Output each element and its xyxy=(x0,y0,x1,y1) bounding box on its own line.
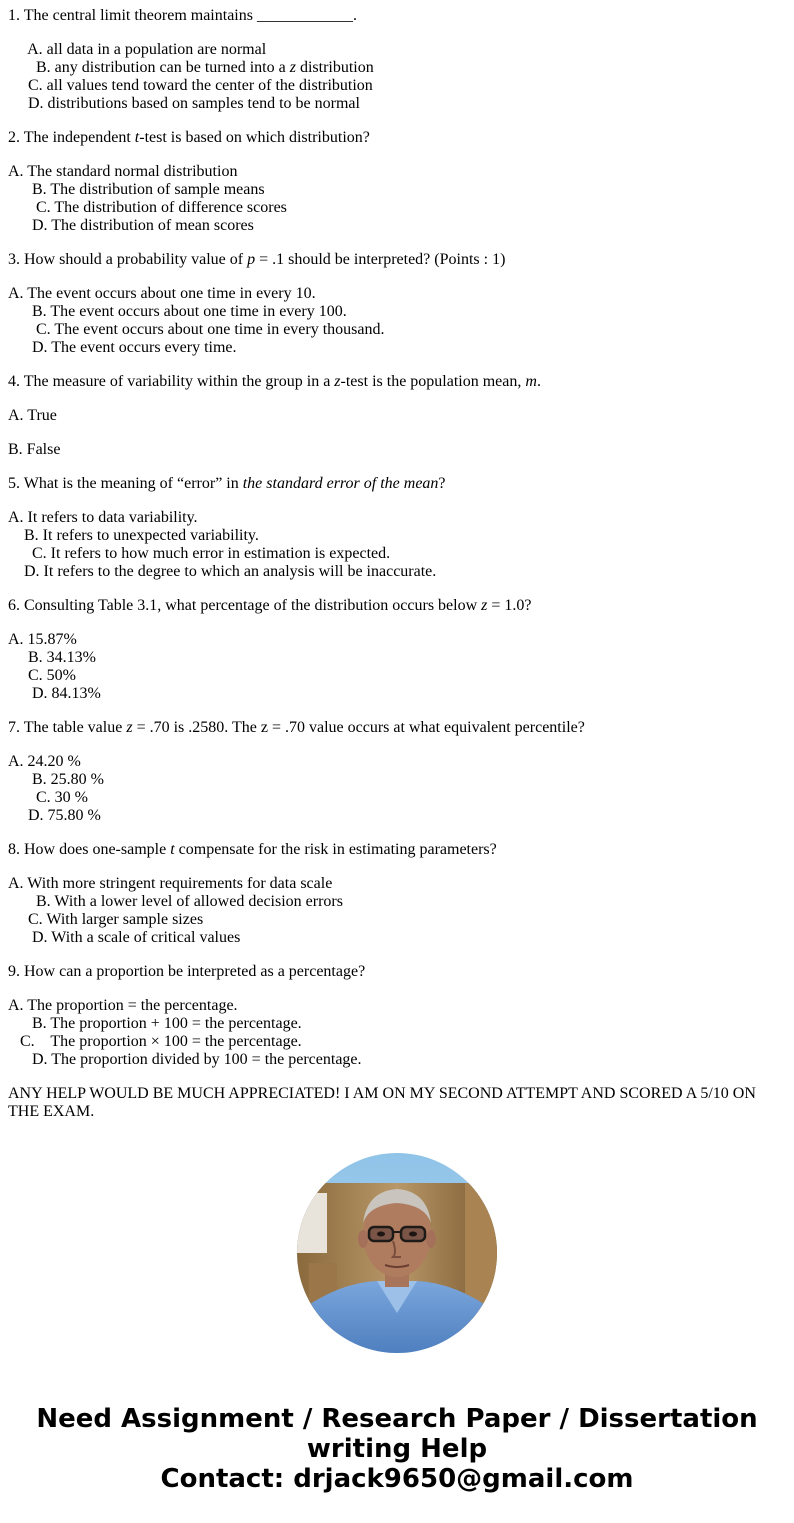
document xyxy=(8,7,778,1121)
option-c: C. The event occurs about one time in every thousand. xyxy=(8,321,385,338)
option-c: C. The proportion × 100 = the percentage. xyxy=(8,1033,302,1050)
option-a: A. With more stringent requirements for data scale xyxy=(8,875,333,892)
question-text: = .1 should be interpreted? (Points : 1) xyxy=(255,251,506,268)
portrait-image xyxy=(297,1153,497,1353)
question-7-options xyxy=(8,753,778,825)
question-text: = .70 is .2580. The z = .70 value occurs at what equivalent percentile? xyxy=(132,719,585,736)
option-a: A. True xyxy=(8,407,57,424)
option-d: D. distributions based on samples tend to be normal xyxy=(8,95,360,112)
option-d: D. The proportion divided by 100 = the percentage. xyxy=(8,1051,362,1068)
option-b: B. 34.13% xyxy=(8,649,96,666)
question-text: 7. The table value xyxy=(8,719,127,736)
question-text: 5. What is the meaning of “error” in xyxy=(8,475,243,492)
question-5-options xyxy=(8,509,778,581)
question-3 xyxy=(8,251,778,269)
option-a: A. The proportion = the percentage. xyxy=(8,997,238,1014)
question-6 xyxy=(8,597,778,615)
question-text: = 1.0? xyxy=(487,597,532,614)
italic-term: z xyxy=(126,719,133,736)
option-d: D. With a scale of critical values xyxy=(8,929,241,946)
question-1-options xyxy=(8,41,778,113)
option-b: B. With a lower level of allowed decision errors xyxy=(8,893,343,910)
option-a: A. The event occurs about one time in every 10. xyxy=(8,285,316,302)
option-b: B. The distribution of sample means xyxy=(8,181,265,198)
question-9 xyxy=(8,963,778,981)
italic-term: z xyxy=(334,373,341,390)
question-text: 1. The central limit theorem maintains ____________. xyxy=(8,7,357,24)
option-text: distribution xyxy=(295,59,374,76)
banner-contact-line: Contact: drjack9650@gmail.com xyxy=(160,1464,634,1494)
question-text: 2. The independent xyxy=(8,129,135,146)
question-text: 6. Consulting Table 3.1, what percentage of the distribution occurs below xyxy=(8,597,482,614)
option-b xyxy=(8,59,778,77)
question-6-options xyxy=(8,631,778,703)
option-d: D. 75.80 % xyxy=(8,807,101,824)
option-text: B. any distribution can be turned into a xyxy=(8,59,290,76)
question-text: 4. The measure of variability within the group in a xyxy=(8,373,335,390)
option-a: A. It refers to data variability. xyxy=(8,509,198,526)
option-d: D. 84.13% xyxy=(8,685,101,702)
option-c: C. The distribution of difference scores xyxy=(8,199,287,216)
contact-banner xyxy=(0,1404,794,1494)
italic-term: z xyxy=(481,597,488,614)
question-text: ? xyxy=(438,475,446,492)
option-d: D. It refers to the degree to which an analysis will be inaccurate. xyxy=(8,563,437,580)
profile-photo xyxy=(297,1153,497,1353)
italic-term: the standard error of the mean xyxy=(242,475,439,492)
option-c: C. 30 % xyxy=(8,789,88,806)
option-a: A. The standard normal distribution xyxy=(8,163,238,180)
question-4 xyxy=(8,373,778,391)
question-text: compensate for the risk in estimating parameters? xyxy=(174,841,497,858)
banner-line-2: writing Help xyxy=(306,1434,488,1464)
question-8 xyxy=(8,841,778,859)
help-request-note: ANY HELP WOULD BE MUCH APPRECIATED! I AM ON MY SECOND ATTEMPT AND SCORED A 5/10 ON THE EXAM. xyxy=(8,1085,756,1120)
banner-line-1: Need Assignment / Research Paper / Dissertation xyxy=(36,1404,758,1434)
option-b: B. The event occurs about one time in every 100. xyxy=(8,303,347,320)
question-text: . xyxy=(536,373,541,390)
question-1 xyxy=(8,7,778,25)
option-a: A. all data in a population are normal xyxy=(8,41,267,58)
question-8-options xyxy=(8,875,778,947)
option-a: A. 24.20 % xyxy=(8,753,81,770)
option-c: C. all values tend toward the center of the distribution xyxy=(8,77,373,94)
option-a: A. 15.87% xyxy=(8,631,77,648)
option-c: C. With larger sample sizes xyxy=(8,911,204,928)
question-3-options xyxy=(8,285,778,357)
option-d: D. The event occurs every time. xyxy=(8,339,237,356)
italic-term: p xyxy=(247,251,256,268)
question-2 xyxy=(8,129,778,147)
option-c: C. 50% xyxy=(8,667,76,684)
question-text: 3. How should a probability value of xyxy=(8,251,248,268)
option-b: B. It refers to unexpected variability. xyxy=(8,527,259,544)
option-c: C. It refers to how much error in estimation is expected. xyxy=(8,545,391,562)
option-b: B. False xyxy=(8,441,61,458)
option-b: B. The proportion + 100 = the percentage. xyxy=(8,1015,302,1032)
question-text: 8. How does one-sample xyxy=(8,841,171,858)
question-text: -test is the population mean, xyxy=(340,373,526,390)
question-5 xyxy=(8,475,778,493)
question-text: 9. How can a proportion be interpreted as a percentage? xyxy=(8,963,366,980)
option-d: D. The distribution of mean scores xyxy=(8,217,254,234)
italic-term: z xyxy=(289,59,296,76)
question-7 xyxy=(8,719,778,737)
question-9-options xyxy=(8,997,778,1069)
italic-term: m xyxy=(525,373,537,390)
italic-term: t xyxy=(134,129,140,146)
italic-term: t xyxy=(170,841,175,858)
option-b: B. 25.80 % xyxy=(8,771,104,788)
question-text: -test is based on which distribution? xyxy=(139,129,370,146)
question-2-options xyxy=(8,163,778,235)
